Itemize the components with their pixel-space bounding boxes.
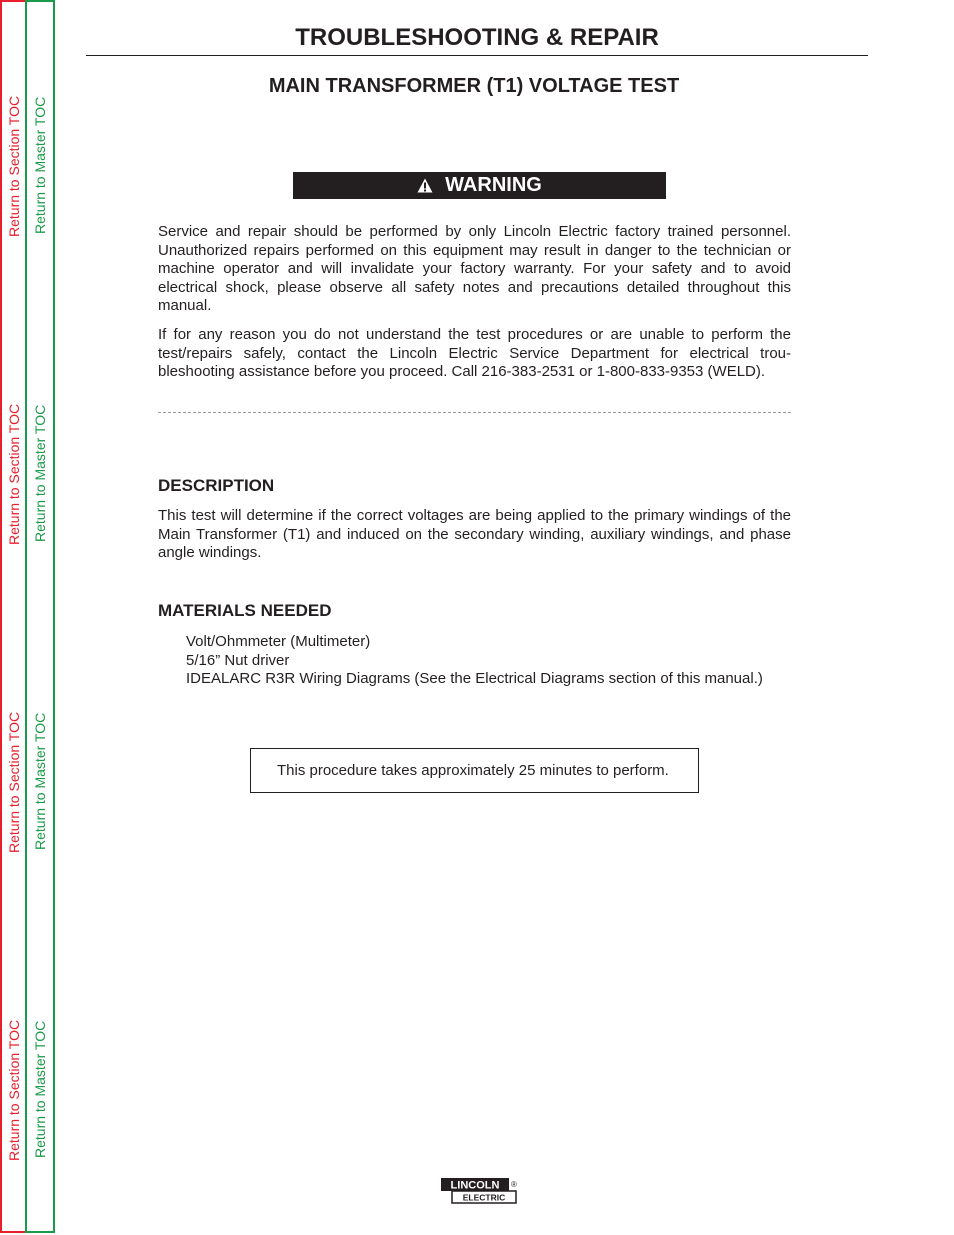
return-to-master-toc-link[interactable]: Return to Master TOC	[32, 96, 48, 234]
return-to-master-toc-link[interactable]: Return to Master TOC	[32, 712, 48, 850]
list-item: Volt/Ohmmeter (Multimeter)	[186, 633, 371, 650]
description-heading: DESCRIPTION	[158, 476, 275, 495]
header-divider	[86, 55, 868, 56]
list-item: IDEALARC R3R Wiring Diagrams (See the Electrical Diagrams section of this manual.)	[186, 670, 763, 688]
materials-list	[186, 633, 763, 689]
logo-bottom-text: ELECTRIC	[462, 1192, 506, 1203]
logo-top-text: LINCOLN	[450, 1179, 500, 1192]
procedure-time-note	[250, 748, 699, 793]
dashed-divider	[158, 412, 791, 413]
warning-paragraph: If for any reason you do not understand the test procedures or are unable to perform the test/repairs safely, contact the Lincoln Electric Service Department for electrical trou-bleshooting assistance before you proceed. Call 216-383-2531 or 1-800-833-9353 (WELD).	[158, 326, 791, 381]
return-to-section-toc-link[interactable]: Return to Section TOC	[6, 1019, 22, 1161]
procedure-time-text: This procedure takes approximately 25 minutes to perform.	[277, 762, 669, 779]
return-to-master-toc-link[interactable]: Return to Master TOC	[32, 1020, 48, 1158]
list-item: 5/16” Nut driver	[186, 651, 290, 669]
description-text: This test will determine if the correct voltages are being applied to the primary windings of the Main Transformer (T1) and induced on the secondary winding, auxiliary windings, and phase angle windings.	[158, 507, 791, 562]
warning-label: WARNING	[445, 174, 542, 196]
warning-triangle-icon	[417, 178, 433, 193]
return-to-master-toc-link[interactable]: Return to Master TOC	[32, 404, 48, 542]
registered-mark: ®	[511, 1180, 517, 1189]
page-header-title: TROUBLESHOOTING & REPAIR	[295, 24, 659, 51]
return-to-section-toc-link[interactable]: Return to Section TOC	[6, 95, 22, 237]
materials-heading: MATERIALS NEEDED	[158, 601, 332, 620]
warning-banner	[293, 172, 666, 199]
return-to-section-toc-link[interactable]: Return to Section TOC	[6, 403, 22, 545]
lincoln-electric-logo	[440, 1176, 520, 1211]
warning-paragraph: Service and repair should be performed by only Lincoln Electric factory trained personnel. Unauthorized repairs performed on this equipment may result in danger to the technician or machine operator and will invalidate your factory warranty. For your safety and to avoid electrical shock, please observe all safety notes and precautions detailed throughout this manual.	[158, 223, 791, 315]
return-to-section-toc-link[interactable]: Return to Section TOC	[6, 711, 22, 853]
section-title: MAIN TRANSFORMER (T1) VOLTAGE TEST	[268, 75, 680, 97]
